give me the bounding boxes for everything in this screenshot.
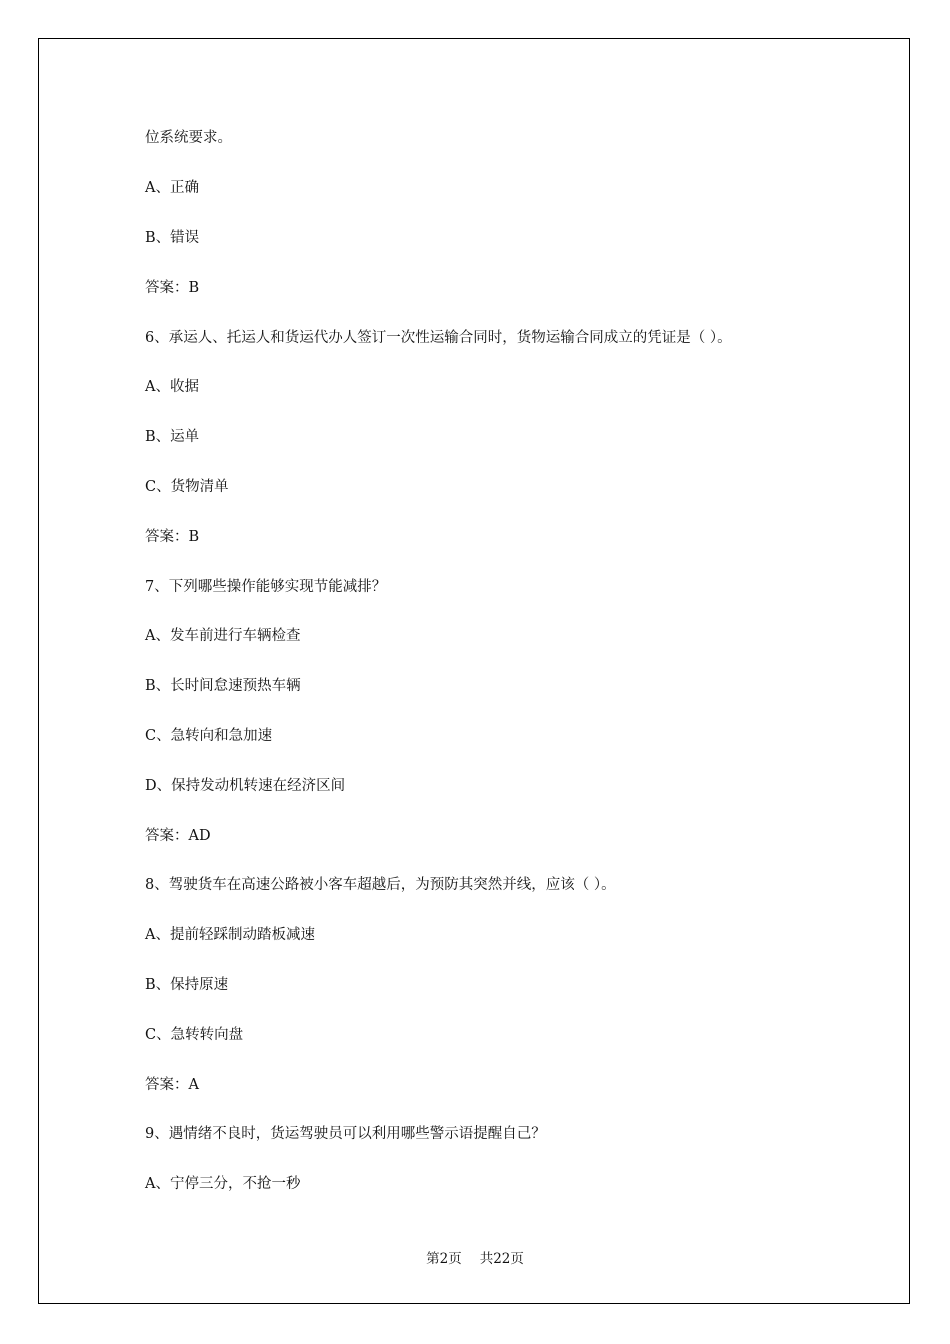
page-number: 第2页	[426, 1251, 462, 1267]
page-footer	[0, 1247, 950, 1267]
question-line: 8、驾驶货车在高速公路被小客车超越后，为预防其突然并线，应该（ ）。	[145, 877, 616, 893]
option-line: A、收据	[145, 379, 199, 395]
option-line: A、宁停三分，不抢一秒	[145, 1176, 301, 1192]
question-line: 9、遇情绪不良时，货运驾驶员可以利用哪些警示语提醒自己？	[145, 1126, 546, 1142]
option-line: B、运单	[145, 429, 200, 445]
option-line: C、货物清单	[145, 479, 229, 495]
option-line: B、保持原速	[145, 977, 229, 993]
option-line: D、保持发动机转速在经济区间	[145, 778, 346, 794]
question-line: 7、下列哪些操作能够实现节能减排？	[145, 579, 387, 595]
option-line: C、急转向和急加速	[145, 728, 273, 744]
text-line: 位系统要求。	[145, 130, 232, 146]
option-line: A、发车前进行车辆检查	[145, 628, 301, 644]
answer-line: 答案：B	[145, 280, 200, 296]
question-line: 6、承运人、托运人和货运代办人签订一次性运输合同时，货物运输合同成立的凭证是（ ）。	[145, 330, 732, 346]
option-line: A、正确	[145, 180, 199, 196]
page-total: 共22页	[479, 1251, 524, 1267]
option-line: A、提前轻踩制动踏板减速	[145, 927, 315, 943]
option-line: B、错误	[145, 230, 200, 246]
option-line: C、急转转向盘	[145, 1027, 244, 1043]
answer-line: 答案：B	[145, 529, 200, 545]
answer-line: 答案：AD	[145, 828, 211, 844]
option-line: B、长时间怠速预热车辆	[145, 678, 301, 694]
answer-line: 答案：A	[145, 1077, 199, 1093]
